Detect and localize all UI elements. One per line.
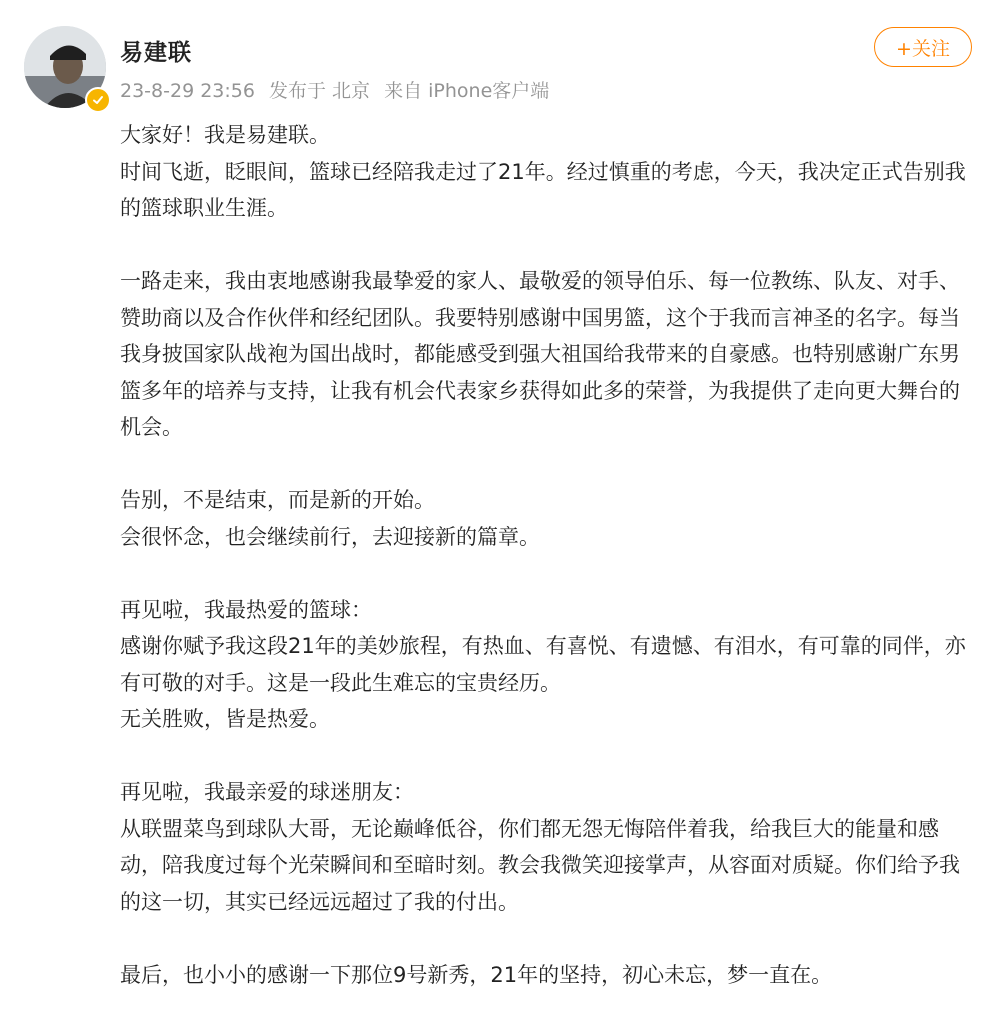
- post-paragraph: [120, 263, 980, 446]
- post-time[interactable]: 23-8-29 23:56: [120, 80, 255, 102]
- post-paragraph: [120, 957, 980, 994]
- avatar[interactable]: [24, 26, 106, 108]
- verified-badge-icon: [85, 87, 111, 113]
- post-paragraph: [120, 774, 980, 920]
- post-text-line: 从联盟菜鸟到球队大哥，无论巅峰低谷，你们都无怨无悔陪伴着我，给我巨大的能量和感动，陪我度过每个光荣瞬间和至暗时刻。教会我微笑迎接掌声，从容面对质疑。你们给予我的这一切，其实已经远远超过了我的付出。: [120, 816, 960, 914]
- post-source: 来自 iPhone客户端: [384, 80, 550, 102]
- post-text-line: 再见啦，我最热爱的篮球：: [120, 597, 372, 622]
- post-text-line: 告别，不是结束，而是新的开始。: [120, 488, 435, 512]
- post-text-line: 感谢你赋予我这段21年的美妙旅程，有热血、有喜悦、有遗憾、有泪水，有可靠的同伴，亦有可敬的对手。这是一段此生难忘的宝贵经历。: [120, 634, 966, 695]
- follow-button[interactable]: +关注: [874, 27, 972, 67]
- post-meta: [120, 76, 557, 103]
- post-paragraph: [120, 592, 980, 738]
- post-text-line: 会很怀念，也会继续前行，去迎接新的篇章。: [120, 524, 540, 549]
- post-header: [0, 0, 1000, 120]
- post-text-line: 大家好！我是易建联。: [120, 123, 330, 147]
- post-location: 发布于 北京: [269, 80, 371, 102]
- post-body: [120, 117, 980, 993]
- post-text-line: 时间飞逝，眨眼间，篮球已经陪我走过了21年。经过慎重的考虑，今天，我决定正式告别我的篮球职业生涯。: [120, 159, 966, 220]
- post-paragraph: [120, 482, 980, 555]
- username[interactable]: 易建联: [120, 40, 192, 66]
- post-text-line: 无关胜败，皆是热爱。: [120, 707, 330, 731]
- post-text-line: 一路走来，我由衷地感谢我最挚爱的家人、最敬爱的领导伯乐、每一位教练、队友、对手、赞助商以及合作伙伴和经纪团队。我要特别感谢中国男篮，这个于我而言神圣的名字。每当我身披国家队战袍为国出战时，都能感受到强大祖国给我带来的自豪感。也特别感谢广东男篮多年的培养与支持，让我有机会代表家乡获得如此多的荣誉，为我提供了走向更大舞台的机会。: [120, 269, 960, 439]
- post-paragraph: [120, 117, 980, 227]
- post-text-line: 再见啦，我最亲爱的球迷朋友：: [120, 780, 414, 804]
- post-text-line: 最后，也小小的感谢一下那位9号新秀，21年的坚持，初心未忘，梦一直在。: [120, 962, 833, 987]
